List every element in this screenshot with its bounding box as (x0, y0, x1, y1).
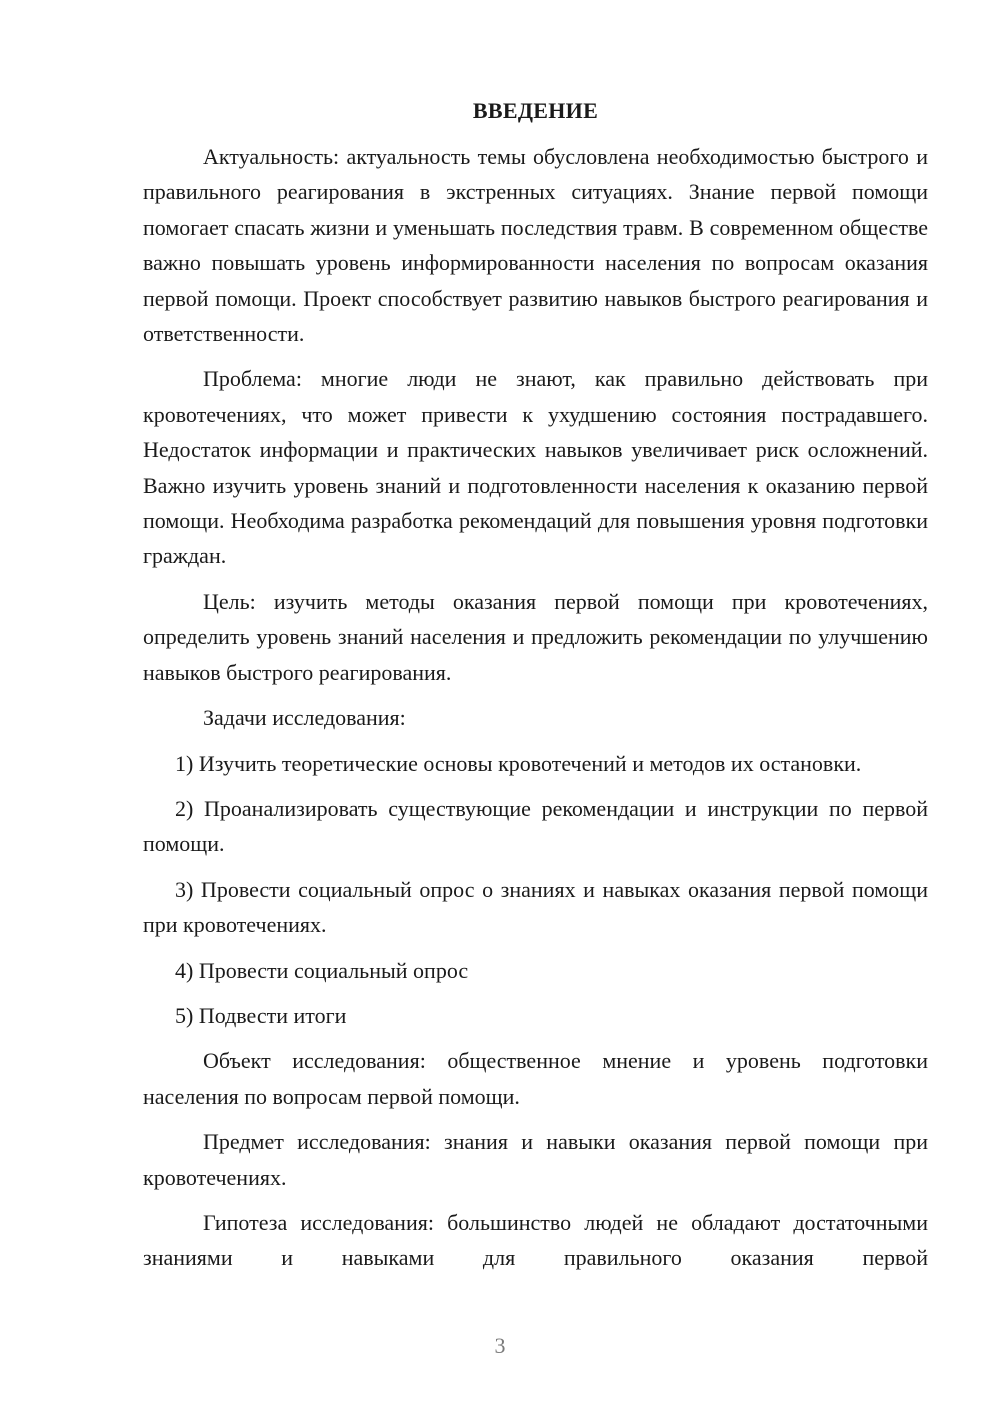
task-item-1: 1) Изучить теоретические основы кровотечений и методов их остановки. (175, 750, 862, 776)
paragraph-relevance: Актуальность: актуальность темы обусловлена необходимостью быстрого и правильного реагирования в экстренных ситуациях. Знание первой помощи помогает спасать жизни и уменьшать последствия травм. В современном обществе важно повышать уровень информированности населения по вопросам оказания первой помощи. Проект способствует развитию навыков быстрого реагирования и ответственности. (143, 144, 928, 347)
task-item-4: 4) Провести социальный опрос (175, 957, 469, 983)
task-item-3: 3) Провести социальный опрос о знаниях и навыках оказания первой помощи при кровотечениях. (143, 876, 928, 938)
tasks-heading: Задачи исследования: (203, 705, 406, 731)
page-number: 3 (494, 1333, 506, 1358)
paragraph-problem: Проблема: многие люди не знают, как правильно действовать при кровотечениях, что может привести к ухудшению состояния пострадавшего. Недостаток информации и практических навыков увеличивает риск осложнений. Важно изучить уровень знаний и подготовленности населения к оказанию первой помощи. Необходима разработка рекомендаций для повышения уровня подготовки граждан. (143, 366, 928, 569)
paragraph-subject: Предмет исследования: знания и навыки оказания первой помощи при кровотечениях. (143, 1129, 928, 1190)
paragraph-goal: Цель: изучить методы оказания первой помощи при кровотечениях, определить уровень знаний населения и предложить рекомендации по улучшению навыков быстрого реагирования. (143, 588, 928, 685)
task-item-2: 2) Проанализировать существующие рекомендации и инструкции по первой помощи. (143, 795, 928, 857)
paragraph-object: Объект исследования: общественное мнение и уровень подготовки населения по вопросам первой помощи. (143, 1048, 928, 1109)
document-page (143, 95, 928, 1276)
page-title: ВВЕДЕНИЕ (472, 98, 599, 123)
paragraph-hypothesis: Гипотеза исследования: большинство людей не обладают достаточными знаниями и навыками для правильного оказания первой (143, 1209, 928, 1271)
task-item-5: 5) Подвести итоги (175, 1002, 347, 1028)
